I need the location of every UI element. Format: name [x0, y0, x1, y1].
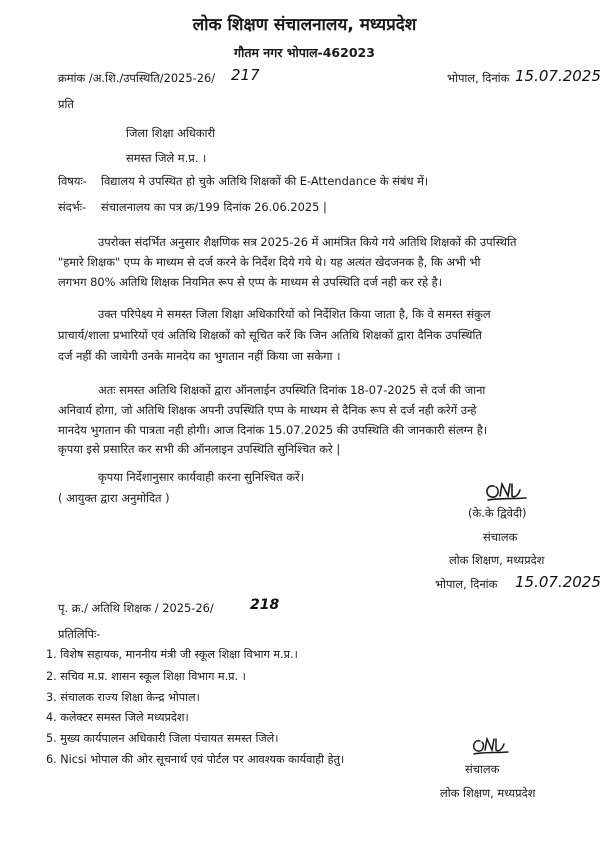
office-title: लोक शिक्षण संचालनालय, मध्यप्रदेश	[192, 15, 417, 35]
letter-number-handwritten: 217	[231, 66, 260, 84]
signature-icon-2	[468, 734, 512, 758]
endorsement-number-handwritten: 218	[250, 597, 280, 613]
signatory-designation: संचालक	[483, 530, 518, 544]
body-p2-line-3: दर्ज नहीं की जायेगी उनके मानदेय का भुगतान नहीं किया जा सकेगा ।	[58, 349, 341, 363]
body-p1-line-3: लगभग 80% अतिथि शिक्षक नियमित रूप से एप्प के माध्यम से उपस्थिति दर्ज नही कर रहे है।	[58, 275, 443, 289]
subject-text: विद्यालय मे उपस्थित हो चुके अतिथि शिक्षकों की E-Attendance के संबंध में।	[101, 174, 429, 188]
cc-item-1: 1. विशेष सहायक, माननीय मंत्री जी स्कूल शिक्षा विभाग म.प्र.।	[46, 648, 298, 661]
signatory2-designation: संचालक	[465, 762, 500, 776]
signature-icon	[480, 478, 532, 504]
body-p2-line-2: प्राचार्य/शाला प्रभारियों एवं अतिथि शिक्षकों को सूचित करें कि जिन अतिथि शिक्षकों द्वारा दैनिक उपस्थिति	[58, 328, 482, 342]
body-p4: कृपया निर्देशानुसार कार्यवाही करना सुनिश्चित करें।	[98, 470, 305, 484]
signatory-date-handwritten: 15.07.2025	[515, 573, 601, 591]
letter-number-label: क्रमांक /अ.शि./उपस्थिति/2025-26/	[58, 71, 216, 85]
cc-item-2: 2. सचिव म.प्र. शासन स्कूल शिक्षा विभाग म.प्र. ।	[46, 670, 246, 683]
cc-item-5: 5. मुख्य कार्यपालन अधिकारी जिला पंचायत समस्त जिले।	[46, 732, 279, 745]
reference-label: संदर्भः-	[58, 200, 87, 214]
prati-label: प्रति	[58, 97, 74, 111]
cc-item-4: 4. कलेक्टर समस्त जिले मध्यप्रदेश।	[46, 711, 189, 724]
office-address: गौतम नगर भोपाल-462023	[234, 45, 375, 60]
signatory-name: (के.के द्विवेदी)	[468, 506, 527, 520]
body-p3-line-4: कृपया इसे प्रसारित कर सभी की ऑनलाइन उपस्थिति सुनिश्चित करे |	[58, 442, 341, 456]
cc-item-6: 6. Nicsi भोपाल की ओर सूचनार्थ एवं पोर्टल पर आवश्यक कार्यवाही हेतु।	[46, 753, 345, 766]
letter-date-handwritten: 15.07.2025	[515, 67, 601, 85]
reference-text: संचालनालय का पत्र क्र/199 दिनांक 26.06.2025 |	[101, 200, 327, 214]
cc-label: प्रतिलिपिः-	[58, 627, 101, 641]
signatory2-office: लोक शिक्षण, मध्यप्रदेश	[440, 786, 536, 800]
approval-note: ( आयुक्त द्वारा अनुमोदित )	[58, 491, 170, 505]
body-p2-line-1: उक्त परिपेक्ष्य मे समस्त जिला शिक्षा अधिकारियों को निर्देशित किया जाता है, कि वे समस्त संकुल	[98, 307, 491, 321]
body-p1-line-2: "हमारे शिक्षक" एप्प के माध्यम से दर्ज करने के निर्देश दिये गये थे। यह अत्यंत खेदजनक है, कि अभी भी	[58, 255, 481, 269]
signatory-date-label: भोपाल, दिनांक	[435, 577, 498, 591]
letter-date-label: भोपाल, दिनांक	[447, 71, 510, 85]
recipient-line-1: जिला शिक्षा अधिकारी	[126, 126, 216, 140]
body-p3-line-1: अतः समस्त अतिथि शिक्षकों द्वारा ऑनलाईन उपस्थिति दिनांक 18-07-2025 से दर्ज की जाना	[98, 383, 486, 397]
cc-item-3: 3. संचालक राज्य शिक्षा केन्द्र भोपाल।	[46, 691, 200, 704]
body-p3-line-2: अनिवार्य होगा, जो अतिथि शिक्षक अपनी उपस्थिति एप्प के माध्यम से दैनिक रूप से दर्ज नही करेगें उन्हे	[58, 403, 477, 417]
body-p1-line-1: उपरोक्त संदर्भित अनुसार शैक्षणिक सत्र 2025-26 में आमंत्रित किये गये अतिथि शिक्षकों की उपस्थिति	[98, 235, 517, 249]
signatory-office: लोक शिक्षण, मध्यप्रदेश	[449, 553, 545, 567]
endorsement-number-label: पृ. क्र./ अतिथि शिक्षक / 2025-26/	[58, 601, 214, 615]
subject-label: विषयः-	[58, 174, 87, 188]
recipient-line-2: समस्त जिले म.प्र. ।	[126, 151, 207, 165]
body-p3-line-3: मानदेय भुगतान की पात्रता नही होगी। आज दिनांक 15.07.2025 की उपस्थिति की जानकारी संलग्न है।	[58, 423, 488, 437]
